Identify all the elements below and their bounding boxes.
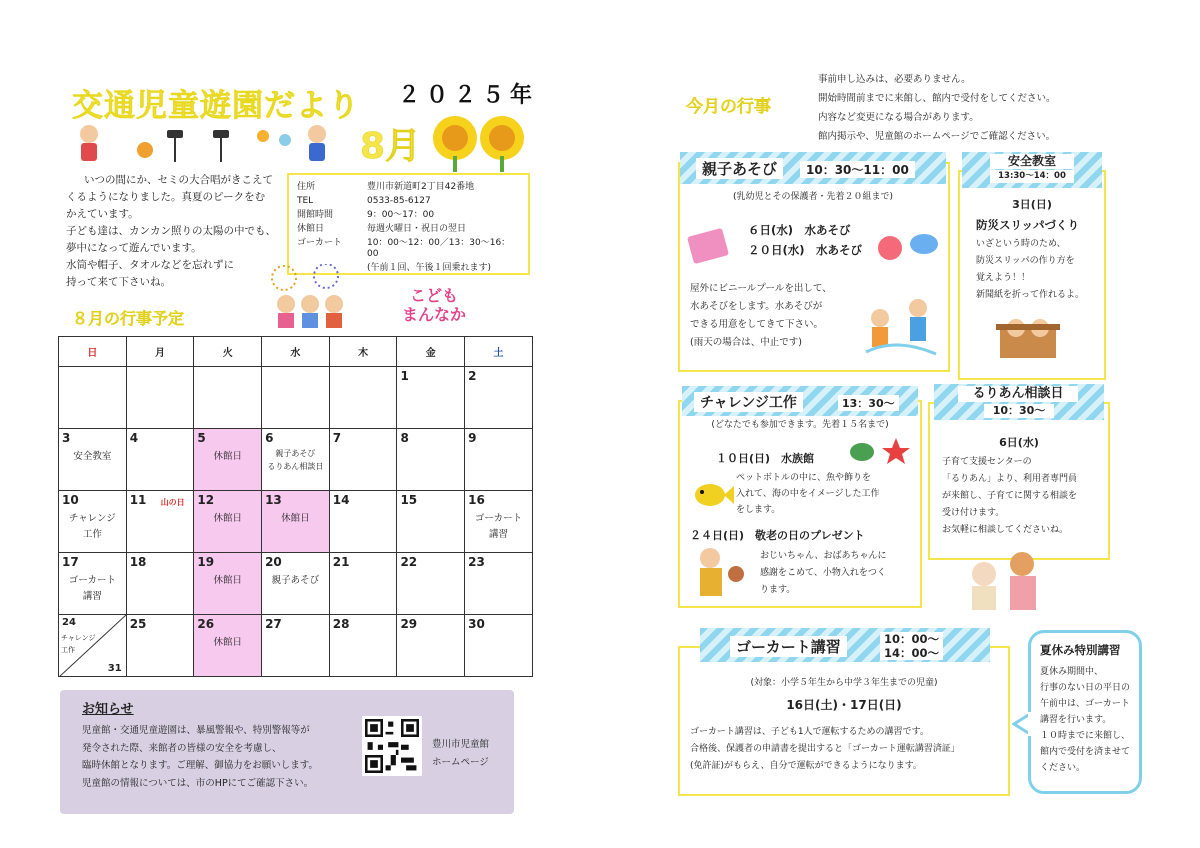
turtle-star-icon bbox=[848, 436, 912, 466]
challenge-title: チャレンジ工作 bbox=[694, 392, 803, 412]
gokart-date: 16日(土)・17日(日) bbox=[786, 698, 902, 712]
intro-line: 水筒や帽子、タオルなどを忘れずに bbox=[66, 259, 234, 271]
calendar-day-cell bbox=[262, 491, 330, 553]
calendar-day-cell bbox=[262, 429, 330, 491]
calendar-day-cell bbox=[126, 367, 194, 429]
calendar-day-number: 11 bbox=[129, 493, 147, 507]
calendar-header-cell: 木 bbox=[329, 337, 397, 367]
calendar-day-number: 2 bbox=[468, 369, 477, 383]
fish-icon bbox=[690, 478, 734, 512]
newsletter-title: 交通児童遊園だより bbox=[72, 88, 360, 124]
calendar-day-cell bbox=[465, 429, 533, 491]
info-key: 休館日 bbox=[297, 223, 325, 234]
calendar-event: 休館日 bbox=[213, 637, 242, 648]
calendar-day-number: 8 bbox=[400, 431, 409, 445]
anzen-title: 安全教室 bbox=[990, 154, 1074, 169]
calendar-day-cell bbox=[126, 429, 194, 491]
calendar-day-cell bbox=[397, 615, 465, 677]
facility-info-box bbox=[287, 173, 530, 275]
calendar-week-row bbox=[59, 615, 533, 677]
info-key: TEL bbox=[297, 195, 314, 206]
calendar-day-cell bbox=[465, 553, 533, 615]
calendar-day-cell bbox=[329, 491, 397, 553]
calendar-day-cell bbox=[194, 553, 262, 615]
calendar-day-cell bbox=[59, 367, 127, 429]
grandparents-illustration bbox=[692, 544, 750, 602]
challenge-body-1: ペットボトルの中に、魚や飾りを 入れて、海の中をイメージした工作 をします。 bbox=[736, 473, 880, 515]
calendar-header-cell: 火 bbox=[194, 337, 262, 367]
challenge-body-2: おじいちゃん、おばあちゃんに 感謝をこめて、小物入れをつく ります。 bbox=[760, 551, 887, 595]
notice-body: 児童館・交通児童遊園は、暴風警報や、特別警報等が 発令された際、来館者の皆様の安全を考慮し、 臨時休館となります。ご理解、御協力をお願いします。 児童館の情報については、市のHPにてご確認下さい。 bbox=[82, 725, 318, 789]
calendar-day-number: 3 bbox=[62, 431, 71, 445]
speech-bubble-tail bbox=[1012, 712, 1032, 736]
calendar-day-number: 17 bbox=[62, 555, 79, 569]
calendar-day-cell bbox=[329, 615, 397, 677]
notice-title: お知らせ bbox=[82, 702, 134, 717]
calendar-event: 休館日 bbox=[213, 513, 242, 524]
calendar-day-number: 25 bbox=[129, 617, 147, 631]
info-value: (午前１回、午後１回乗れます) bbox=[367, 262, 492, 273]
calendar-day-cell bbox=[262, 615, 330, 677]
calendar-event: 親子あそび るりあん相談日 bbox=[267, 449, 324, 471]
calendar-event: ゴーカート 講習 bbox=[474, 513, 523, 540]
rurian-date: 6日(水) bbox=[999, 436, 1039, 449]
calendar-day-cell bbox=[194, 429, 262, 491]
calendar-day-cell bbox=[329, 553, 397, 615]
info-value: 10：00～12：00／13：30～16：00 bbox=[367, 237, 511, 259]
gokart-title: ゴーカート講習 bbox=[730, 636, 847, 657]
calendar-day-number: 30 bbox=[468, 617, 485, 631]
info-value: 豊川市新道町2丁目42番地 bbox=[367, 181, 475, 192]
rurian-title: るりあん相談日 bbox=[958, 386, 1078, 402]
calendar-day-cell bbox=[194, 367, 262, 429]
calendar-header-cell: 水 bbox=[262, 337, 330, 367]
calendar-day-number: 21 bbox=[332, 555, 350, 569]
calendar-event: チャレンジ 工作 bbox=[68, 513, 116, 540]
kids-traffic-illustration bbox=[75, 122, 335, 167]
calendar-event: 安全教室 bbox=[73, 451, 112, 462]
oyako-dates: ６日(水) 水あそび ２０日(水) 水あそび bbox=[748, 223, 863, 257]
calendar-event: 休館日 bbox=[213, 575, 242, 586]
calendar-day-number: 31 bbox=[107, 663, 122, 674]
calendar-day-number: 6 bbox=[265, 431, 274, 445]
calendar-header-cell: 土 bbox=[465, 337, 533, 367]
calendar-header-cell: 日 bbox=[59, 337, 127, 367]
mother-baby-illustration bbox=[962, 548, 1046, 618]
calendar-event: ゴーカート 講習 bbox=[68, 575, 116, 602]
calendar-day-cell bbox=[465, 367, 533, 429]
water-play-kids-illustration bbox=[856, 292, 944, 362]
holiday-label: 山の日 bbox=[160, 498, 185, 507]
calendar-day-cell bbox=[397, 367, 465, 429]
info-value: 9：00～17：00 bbox=[367, 209, 435, 220]
rurian-body: 子育て支援センターの 「るりあん」より、利用者専門員 が来館し、子育てに関する相談を 受け付けます。 お気軽に相談してくださいね。 bbox=[942, 457, 1078, 535]
oyako-time: 10：30～11：00 bbox=[800, 161, 915, 178]
summer-body: 夏休み期間中、 行事のない日の平日の 午前中は、ゴーカート 講習を行います。 １０時までに来館し、 館内で受付を済ませて ください。 bbox=[1040, 667, 1131, 773]
calendar-day-cell bbox=[194, 615, 262, 677]
calendar-week-row bbox=[59, 491, 533, 553]
calendar-day-number: 1 bbox=[400, 369, 409, 383]
info-value: 毎週火曜日・祝日の翌日 bbox=[367, 223, 467, 234]
calendar-day-number: 13 bbox=[265, 493, 282, 507]
calendar-day-cell bbox=[397, 429, 465, 491]
calendar-day-number: 20 bbox=[265, 555, 282, 569]
oyako-sub: (乳幼児とその保護者・先着２０組まで) bbox=[732, 192, 894, 202]
events-note: 事前申し込みは、必要ありません。 開始時間前までに来館し、館内で受付をしてください。 内容など変更になる場合があります。 館内掲示や、児童館のホームページでご確認ください。 bbox=[818, 74, 1056, 142]
calendar-day-cell bbox=[59, 615, 127, 677]
gokart-time: 10：00～ 14：00～ bbox=[880, 632, 943, 660]
calendar-day-cell bbox=[126, 491, 194, 553]
calendar-day-number: 16 bbox=[468, 493, 485, 507]
summer-title: 夏休み特別講習 bbox=[1040, 643, 1121, 657]
challenge-date-1: １０日(日) 水族館 bbox=[716, 452, 815, 465]
year-label: ２０２５年 bbox=[398, 83, 539, 108]
gokart-sub: (対象：小学５年生から中学３年生までの児童) bbox=[750, 678, 938, 688]
calendar-event: 休館日 bbox=[213, 451, 242, 462]
intro-line: かえています。 bbox=[66, 208, 139, 220]
calendar-day-number: 10 bbox=[62, 493, 79, 507]
calendar-day-cell bbox=[126, 553, 194, 615]
calendar-day-cell bbox=[397, 553, 465, 615]
calendar-day-number: 27 bbox=[265, 617, 282, 631]
calendar-week-row bbox=[59, 553, 533, 615]
sunflower-illustration bbox=[430, 112, 530, 172]
calendar-day-number: 9 bbox=[468, 431, 477, 445]
challenge-sub: (どなたでも参加できます。先着１５名まで) bbox=[711, 420, 889, 430]
calendar-day-number: 19 bbox=[197, 555, 215, 569]
fireworks-kids-illustration bbox=[266, 264, 356, 330]
intro-line: 子ども達は、カンカン照りの太陽の中でも、 bbox=[66, 225, 276, 237]
calendar-day-cell bbox=[59, 429, 127, 491]
calendar-event: 親子あそび bbox=[271, 575, 320, 586]
intro-line: くるようになりました。真夏のピークをむ bbox=[66, 191, 266, 203]
calendar-day-cell bbox=[465, 491, 533, 553]
calendar-day-cell bbox=[262, 553, 330, 615]
challenge-date-2: ２４日(日) 敬老の日のプレゼント bbox=[690, 529, 865, 542]
events-heading: 今月の行事 bbox=[686, 97, 771, 117]
calendar-header-cell: 金 bbox=[397, 337, 465, 367]
anzen-time: 13:30～14：00 bbox=[990, 170, 1074, 183]
calendar-day-cell bbox=[194, 491, 262, 553]
intro-line: 夢中になって遊んでいます。 bbox=[66, 242, 202, 254]
calendar-day-number: 23 bbox=[468, 555, 485, 569]
calendar-day-cell bbox=[126, 615, 194, 677]
calendar-day-number: 4 bbox=[129, 431, 139, 445]
info-key: 開館時間 bbox=[297, 209, 334, 220]
oyako-body: 屋外にビニールプールを出して、 水あそびをします。水あそびが できる用意をしてきて下さい。 (雨天の場合は、中止です) bbox=[690, 283, 832, 348]
anzen-body: いざという時のため、 防災スリッパの作り方を 覚えよう！！ 新聞紙を折って作れるよ。 bbox=[976, 239, 1085, 300]
anzen-date: 3日(日) bbox=[1012, 198, 1052, 211]
calendar-day-number: 5 bbox=[197, 431, 206, 445]
calendar-day-cell bbox=[329, 429, 397, 491]
info-value: 0533-85-6127 bbox=[367, 195, 431, 206]
calendar-day-number: 24 bbox=[62, 617, 76, 628]
info-key: 住所 bbox=[297, 181, 316, 192]
anzen-name: 防災スリッパづくり bbox=[976, 218, 1080, 232]
calendar-week-row bbox=[59, 367, 533, 429]
intro-line: 持って来て下さいね。 bbox=[66, 276, 171, 288]
calendar-event: チャレンジ 工作 bbox=[61, 634, 96, 654]
qr-label: 豊川市児童館 ホームページ bbox=[432, 739, 490, 768]
info-key: ゴーカート bbox=[297, 237, 342, 248]
calendar-day-number: 22 bbox=[400, 555, 418, 569]
calendar-week-row bbox=[59, 429, 533, 491]
kodomo-mannaka-logo: こども まんなか bbox=[401, 286, 466, 324]
calendar-day-cell bbox=[329, 367, 397, 429]
challenge-time: 13：30～ bbox=[838, 395, 899, 411]
calendar-header-cell: 月 bbox=[126, 337, 194, 367]
calendar-day-cell bbox=[59, 553, 127, 615]
qr-code[interactable] bbox=[362, 716, 422, 776]
schedule-heading: ８月の行事予定 bbox=[72, 309, 185, 328]
towel-icon bbox=[686, 226, 732, 266]
calendar-day-cell bbox=[465, 615, 533, 677]
disaster-drill-illustration bbox=[996, 310, 1060, 362]
calendar-day-cell bbox=[397, 491, 465, 553]
calendar-day-number: 12 bbox=[197, 493, 215, 507]
month-label: 8月 bbox=[360, 126, 422, 167]
gokart-body: ゴーカート講習は、子ども1人で運転するための講習です。 合格後、保護者の申請書を提出すると「ゴーカート運転講習済証」 (免許証)がもらえ、自分で運転ができるようになります。 bbox=[690, 727, 960, 771]
calendar-day-number: 26 bbox=[197, 617, 215, 631]
calendar-day-number: 29 bbox=[400, 617, 418, 631]
oyako-title: 親子あそび bbox=[696, 158, 783, 179]
calendar-event: 休館日 bbox=[281, 513, 310, 524]
calendar-day-number: 14 bbox=[332, 493, 350, 507]
calendar-day-number: 28 bbox=[332, 617, 350, 631]
water-toys-icon bbox=[874, 228, 944, 264]
calendar-day-number: 18 bbox=[129, 555, 147, 569]
calendar-day-cell bbox=[262, 367, 330, 429]
calendar-day-number: 7 bbox=[332, 431, 342, 445]
intro-text bbox=[66, 172, 286, 291]
calendar-day-cell bbox=[59, 491, 127, 553]
august-calendar bbox=[58, 336, 533, 677]
rurian-time: 10：30～ bbox=[984, 404, 1054, 418]
intro-line: いつの間にか、セミの大合唱がきこえて bbox=[84, 174, 273, 186]
calendar-day-number: 15 bbox=[400, 493, 418, 507]
